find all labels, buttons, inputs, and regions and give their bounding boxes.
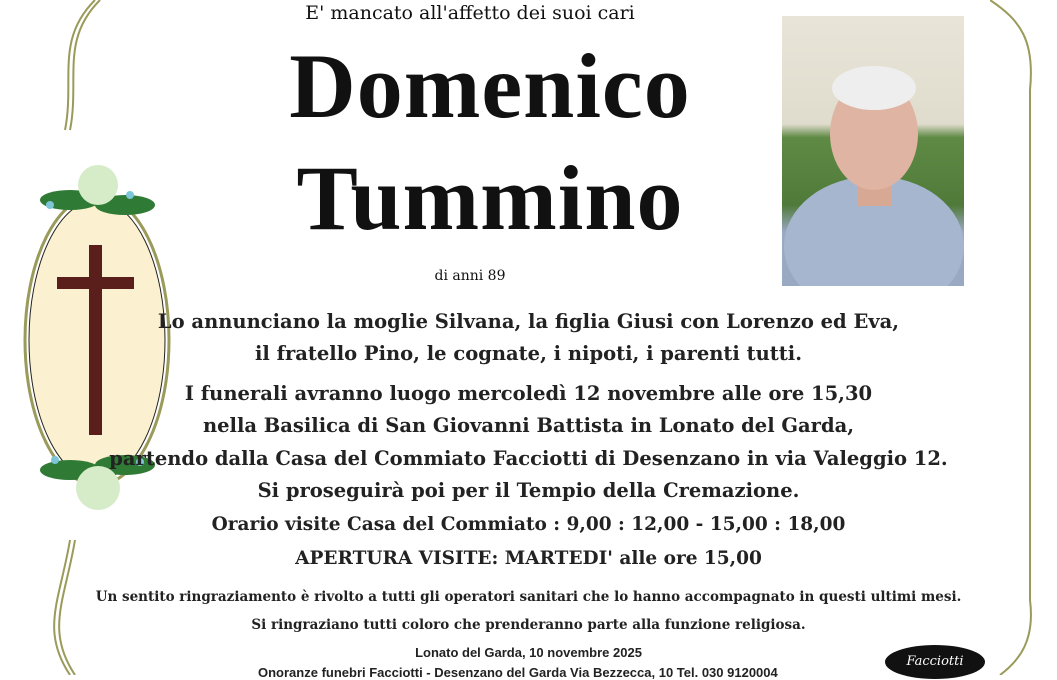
last-name: Tummino — [296, 147, 684, 249]
footer-text: Onoranze funebri Facciotti - Desenzano del Garda Via Bezzecca, 10 Tel. 030 9120004 — [258, 665, 778, 680]
place-date: Lonato del Garda, 10 novembre 2025 — [415, 645, 642, 660]
announcement-line: il fratello Pino, le cognate, i nipoti, i parenti tutti. — [254, 342, 803, 365]
logo-text: Facciotti — [906, 654, 964, 669]
first-name: Domenico — [289, 35, 691, 137]
border-ornament — [990, 0, 1057, 675]
funeral-line: partendo dalla Casa del Commiato Facciotti di Desenzano in via Valeggio 12. — [109, 447, 948, 470]
visits-opening: APERTURA VISITE: MARTEDI' alle ore 15,00 — [295, 548, 762, 569]
thanks-text: Un sentito ringraziamento è rivolto a tutti gli operatori sanitari che lo hanno accompagnato in questi ultimi mesi. — [95, 589, 962, 605]
funeral-line: nella Basilica di San Giovanni Battista in Lonato del Garda, — [202, 414, 855, 437]
announcement-line: Lo annunciano la moglie Silvana, la figlia Giusi con Lorenzo ed Eva, — [157, 310, 900, 333]
thanks-text-2: Si ringraziano tutti coloro che prenderanno parte alla funzione religiosa. — [251, 617, 806, 633]
visiting-hours: Orario visite Casa del Commiato : 9,00 : 12,00 - 15,00 : 18,00 — [211, 514, 846, 535]
funeral-line: Si proseguirà poi per il Tempio della Cremazione. — [257, 479, 800, 502]
age: di anni 89 — [434, 268, 506, 284]
portrait-photo — [782, 16, 964, 286]
facciotti-logo — [885, 645, 985, 679]
funeral-line: I funerali avranno luogo mercoledì 12 novembre alle ore 15,30 — [184, 382, 873, 405]
intro-text: E' mancato all'affetto dei suoi cari — [305, 2, 635, 24]
